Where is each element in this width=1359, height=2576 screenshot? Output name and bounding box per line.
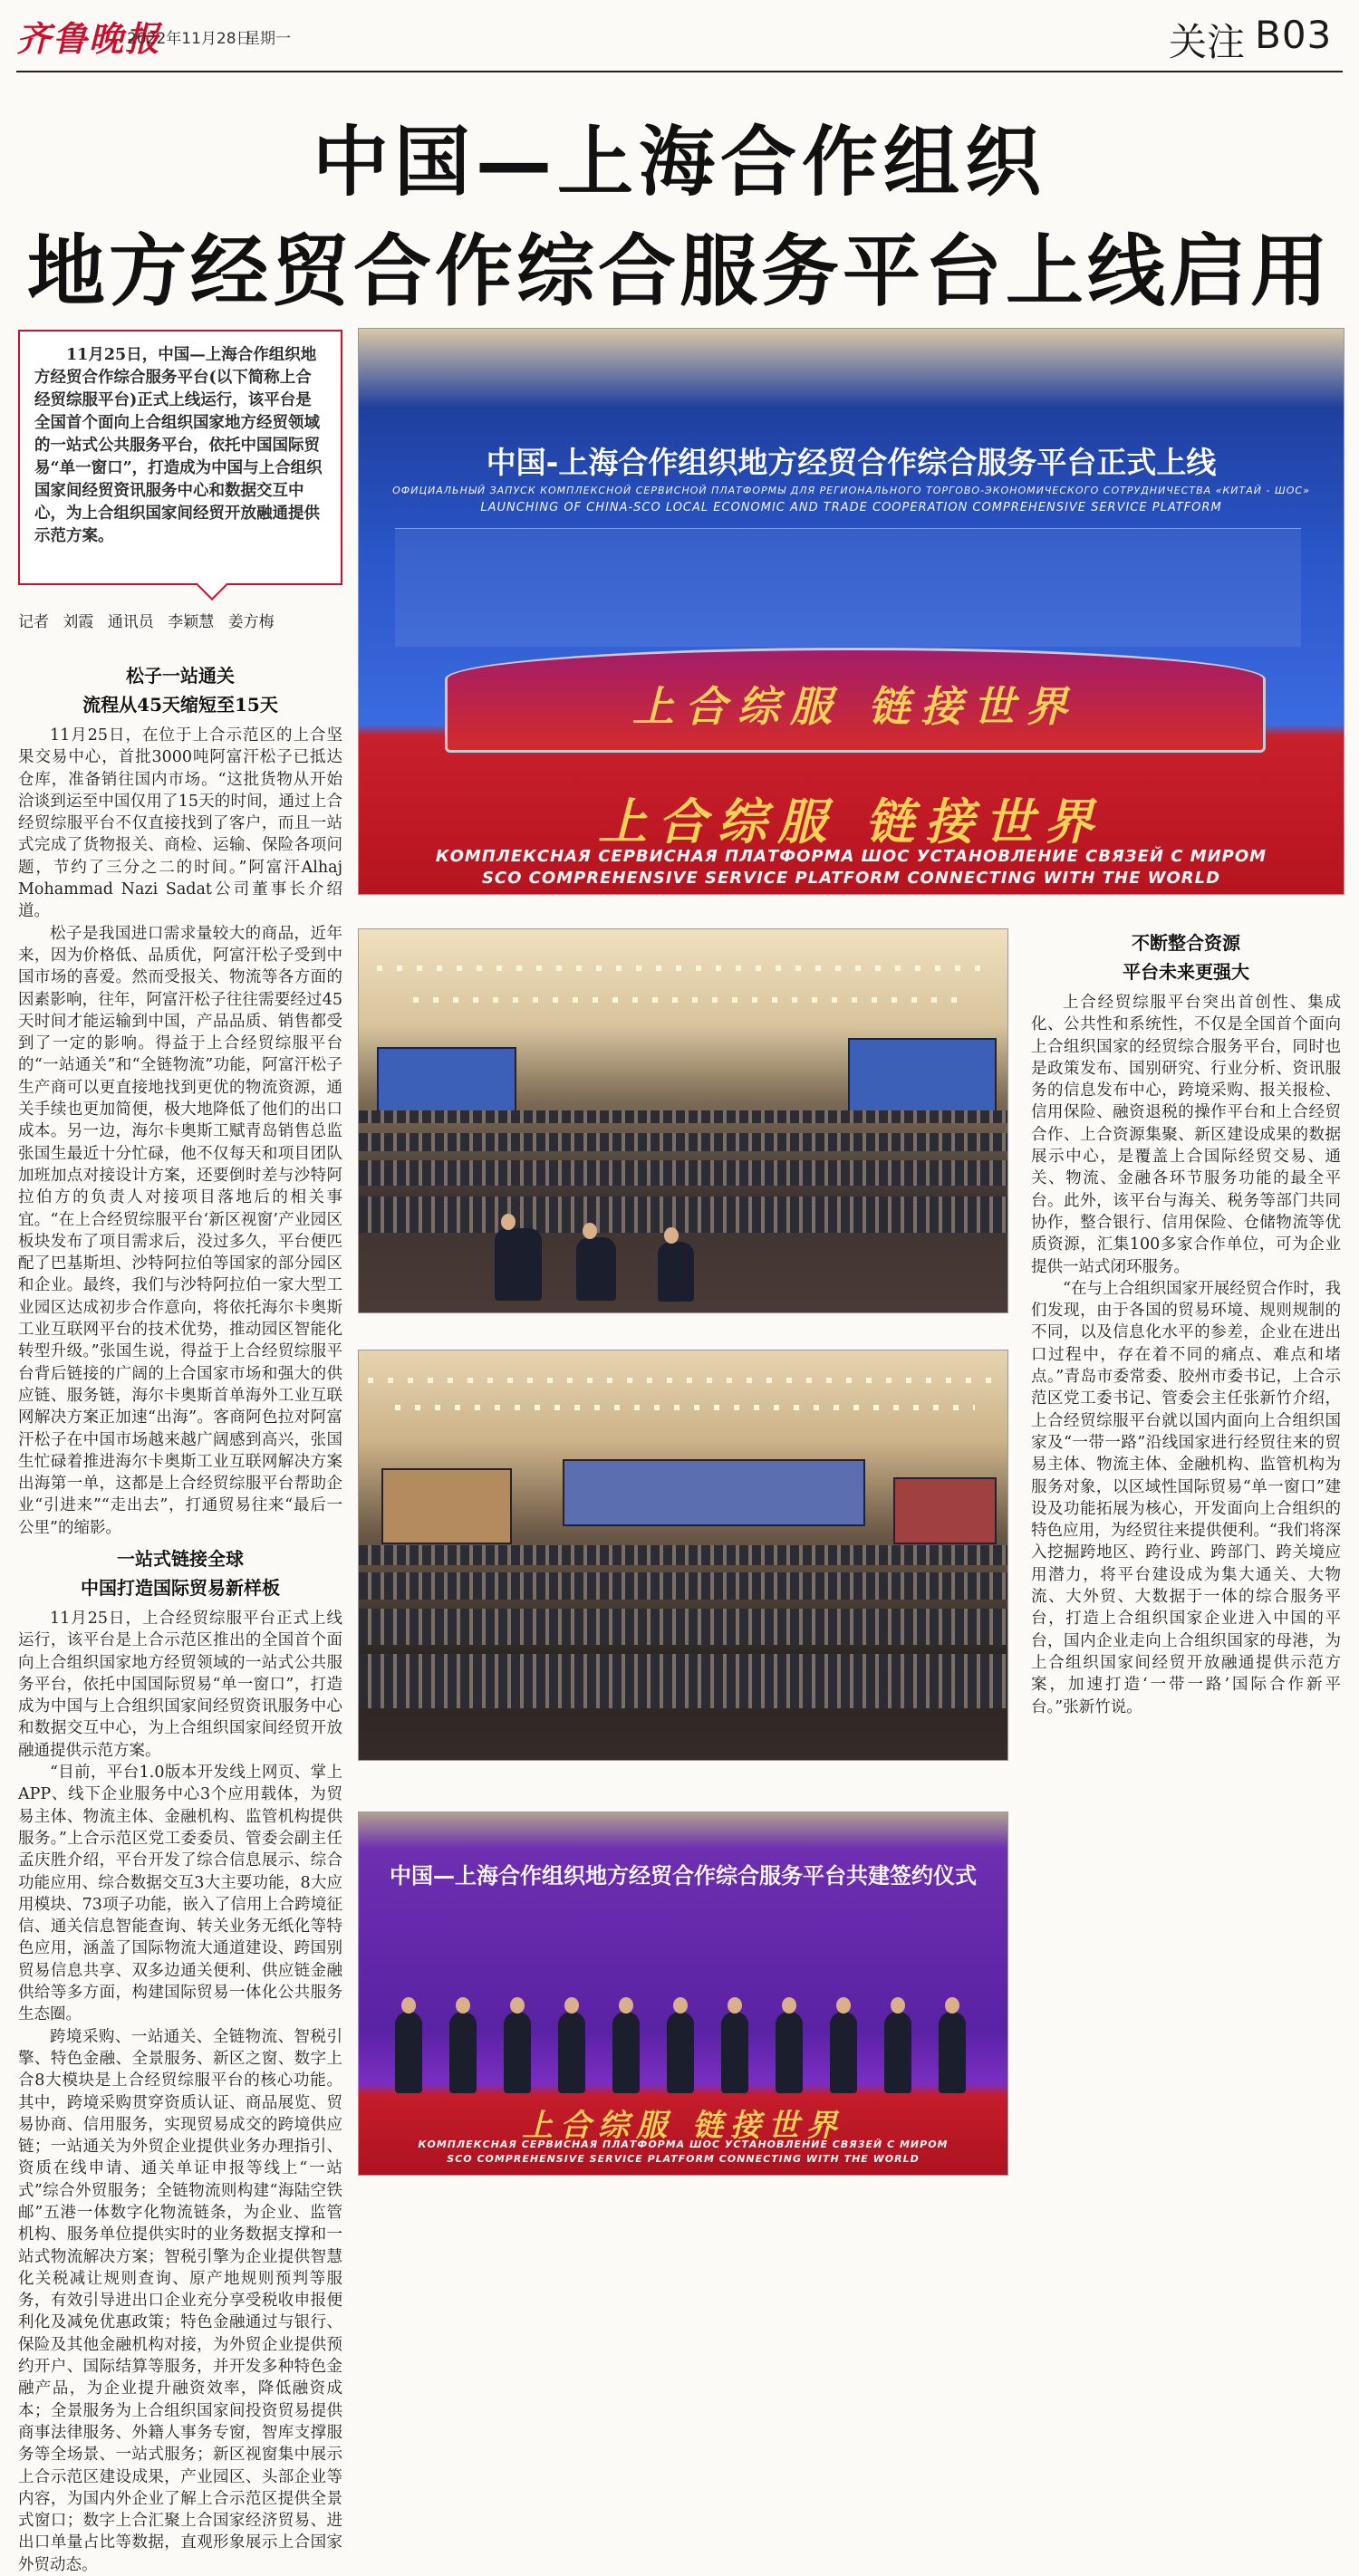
participant	[830, 2012, 857, 2093]
participant	[884, 2012, 911, 2093]
stage-bottom-slogan: 上合综服 链接世界	[598, 793, 1104, 851]
photo-launch-ceremony	[358, 328, 1345, 895]
lead-text: 11月25日，中国—上海合作组织地方经贸合作综合服务平台(以下简称上合经贸综服平台)正式上线运行，该平台是全国首个面向上合组织国家地方经贸领域的一站式公共服务平台，依托中国国际贸易“单一窗口”，打造成为中国与上合组织国家间经贸资讯服务中心和数据交互中心，为上合组织国家间经贸开放融通提供示范方案。	[34, 346, 323, 545]
issue-date: 2022年11月28日	[127, 30, 252, 48]
masthead-rule	[16, 71, 1343, 72]
front-row-attendee	[658, 1242, 694, 1302]
stage-bottom-english: SCO COMPREHENSIVE SERVICE PLATFORM CONNECTING WITH THE WORLD	[481, 869, 1221, 888]
section-3-paragraph-2: “在与上合组织国家开展经贸合作时，我们发现，由于各国的贸易环境、规则规制的不同，以及信息化水平的参差，企业在进出口过程中，存在着不同的痛点、难点和堵点。”青岛市委常委、胶州市委书记，上合示范区党工委书记、管委会主任张新竹介绍，上合经贸综服平台就以国内面向上合组织国家及“一带一路”沿线国家进行经贸往来的贸易主体、物流主体、金融机构、监管机构为服务对象，以区域性国际贸易“单一窗口”建设及功能拓展为核心，开发面向上合组织的特色应用，为经贸往来提供便利。“我们将深入挖掘跨地区、跨行业、跨部门、跨关境应用潜力，将平台建设成为集大通关、大物流、大外贸、大数据于一体的综合服务平台，打造上合组织国家企业进入中国的平台，国内企业走向上合组织国家的母港，为上合组织国家间经贸开放融通提供示范方案，加速打造‘一带一路’国际合作新平台。”张新竹说。	[1031, 1279, 1341, 1716]
byline	[18, 609, 344, 631]
audience-row	[359, 1133, 1007, 1151]
participant	[558, 2012, 585, 2093]
front-row-attendee	[576, 1237, 616, 1301]
podium-slogan: 上合综服 链接世界	[631, 682, 1078, 731]
participant	[667, 2012, 694, 2093]
byline-role-correspondent: 通讯员	[107, 613, 154, 631]
audience-row	[359, 1110, 1007, 1123]
audience-row	[359, 1160, 1007, 1186]
participant	[449, 2012, 477, 2093]
ceiling-lights-row-2	[395, 1405, 975, 1410]
stage-banner-russian: ОФИЦИАЛЬНЫЙ ЗАПУСК КОМПЛЕКСНОЙ СЕРВИСНОЙ ПЛАТФОРМЫ ДЛЯ РЕГИОНАЛЬНОГО ТОРГОВО-ЭКОНОМИЧЕСКОГО СОТРУДНИЧЕСТВА «КИТАЙ - ШОС»	[392, 485, 1310, 496]
section-2-title-1: 一站式链接全球	[117, 1547, 244, 1570]
participant	[395, 2012, 422, 2093]
side-screen-right	[893, 1477, 997, 1544]
section-1-paragraph-2: 松子是我国进口需求量较大的商品，近年来，因为价格低、品质优，阿富汗松子受到中国市场的喜爱。然而受报关、物流等各方面的因素影响，往年，阿富汗松子往往需要经过45天时间才能运输到中国，产品品质、销售都受到了一定的影响。得益于上合经贸综服平台的“一站通关”和“全链物流”功能，阿富汗松子生产商可以更直接地找到更优的物流资源，通关手续也更加简便，极大地降低了他们的出口成本。另一边，海尔卡奥斯工赋青岛销售总监张国生最近十分忙碌，他不仅每天和项目团队加班加点对接设计方案，还要倒时差与沙特阿拉伯方的负责人对接项目落地后的相关事宜。“在上合经贸综服平台‘新区视窗’产业园区板块发布了项目需求后，没过多久，平台便匹配了巴基斯坦、沙特阿拉伯等国家的部分园区和企业。最终，我们与沙特阿拉伯一家大型工业园区达成初步合作意向，将依托海尔卡奥斯工业互联网平台的技术优势，推动园区智能化转型升级。”张国生说，得益于上合经贸综服平台背后链接的广阔的上合国家市场和强大的供应链、服务链，海尔卡奥斯首单海外工业互联网解决方案正加速“出海”。客商阿色拉对阿富汗松子在中国市场越来越广阔感到高兴，张国生忙碌着推进海尔卡奥斯工业互联网解决方案出海第一单，这都是上合经贸综服平台帮助企业“引进来”“走出去”，打通贸易往来“最后一公里”的缩影。	[18, 924, 342, 1537]
photo-plenary-session	[358, 1350, 1008, 1761]
audience-row	[359, 1572, 1007, 1600]
page-number: B03	[1255, 13, 1333, 57]
audience-row	[359, 1609, 1007, 1645]
section-1-title-2: 流程从45天缩短至15天	[82, 694, 278, 716]
section-3-title-1: 不断整合资源	[1132, 932, 1240, 954]
audience-row	[359, 1197, 1007, 1233]
participants-row	[359, 1994, 1007, 2093]
photo-conference-hall	[358, 928, 1008, 1313]
section-2-paragraph-3: 跨境采购、一站通关、全链物流、智税引擎、特色金融、全景服务、新区之窗、数字上合8大模块是上合经贸综服平台的核心功能。其中，跨境采购贯穿资质认证、商品展览、贸易协商、信用服务，实现贸易成交的跨境供应链；一站通关为外贸企业提供业务办理指引、资质在线申请、通关单证申报等线上“一站式”综合外贸服务；全链物流则构建“海陆空铁邮”五港一体数字化物流链条，为企业、监管机构、服务单位提供实时的业务数据支撑和一站式物流解决方案；智税引擎为企业提供智慧化关税减让规则查询、原产地规则预判等服务，有效引导进出口企业充分享受税收申报便利化及减免优惠政策；特色金融通过与银行、保险及其他金融机构对接，为外贸企业提供预约开户、国际结算等服务，并开发多种特色金融产品，为企业提升融资效率，降低融资成本；全景服务为上合组织国家间投资贸易提供商事法律服务、外籍人事务专窗，智库支撑服务等全场景、一站式服务；新区视窗集中展示上合示范区建设成果，产业园区、头部企业等内容，为国内外企业了解上合示范区提供全景式窗口；数字上合汇聚上合国家经济贸易、进出口单量占比等数据，直观形象展示上合国家外贸动态。	[18, 2027, 342, 2574]
byline-name-1: 刘霞	[63, 613, 94, 631]
headline-line-1: 中国—上海合作组织	[312, 118, 1046, 207]
side-screen-right	[848, 1038, 997, 1119]
signing-slogan: 上合综服 链接世界	[522, 2108, 844, 2144]
ceiling-lights-row-2	[413, 997, 957, 1003]
headline-line-2: 地方经贸合作综合服务平台上线启用	[27, 226, 1332, 317]
byline-role-reporter: 记者	[18, 613, 49, 631]
signing-bottom-russian: КОМПЛЕКСНАЯ СЕРВИСНАЯ ПЛАТФОРМА ШОС УСТАНОВЛЕНИЕ СВЯЗЕЙ С МИРОМ	[418, 2139, 949, 2150]
signing-bottom-english: SCO COMPREHENSIVE SERVICE PLATFORM CONNECTING WITH THE WORLD	[447, 2153, 920, 2165]
front-row-attendee	[495, 1228, 542, 1301]
section-1-paragraph-1: 11月25日，在位于上合示范区的上合坚果交易中心，首批3000吨阿富汗松子已抵达仓库，准备销往国内市场。“这批货物从开始洽谈到运至中国仅用了15天的时间，通过上合经贸综服平台不仅直接找到了客户，而且一站式完成了货物报关、商检、运输、保险各项问题，节约了三分之二的时间。”阿富汗Alhaj Mohammad Nazi Sadat公司董事长介绍道。	[18, 726, 342, 921]
section-2-paragraph-1: 11月25日，上合经贸综服平台正式上线运行，该平台是上合示范区推出的全国首个面向上合组织国家地方经贸领域的一站式公共服务平台，依托中国国际贸易“单一窗口”，打造成为中国与上合组织国家间经贸资讯服务中心和数据交互中心，为上合组织国家间经贸开放融通提供示范方案。	[18, 1609, 342, 1760]
participant	[721, 2012, 748, 2093]
stage-bottom-russian: КОМПЛЕКСНАЯ СЕРВИСНАЯ ПЛАТФОРМА ШОС УСТАНОВЛЕНИЕ СВЯЗЕЙ С МИРОМ	[435, 847, 1267, 866]
section-3-title-2: 平台未来更强大	[1123, 961, 1249, 983]
section-1-title-1: 松子一站通关	[126, 665, 235, 687]
participant	[504, 2012, 531, 2093]
ceiling-lights	[368, 1378, 998, 1383]
byline-name-2: 李颖慧	[168, 613, 215, 631]
section-2-title-2: 中国打造国际贸易新样板	[81, 1576, 280, 1599]
signing-banner-title: 中国—上海合作组织地方经贸合作综合服务平台共建签约仪式	[390, 1863, 977, 1889]
main-stage-screen	[563, 1459, 865, 1526]
photo-signing-ceremony	[358, 1812, 1008, 2176]
lead-box	[18, 330, 342, 585]
audience-row	[359, 1654, 1007, 1708]
participant	[612, 2012, 640, 2093]
section-3-paragraph-1: 上合经贸综服平台突出首创性、集成化、公共性和系统性，不仅是全国首个面向上合组织国家的经贸综合服务平台，同时也是政策发布、国别研究、行业分析、资讯服务的信息发布中心，跨境采购、报关报检、信用保险、融资退税的操作平台和上合经贸合作、上合资源集聚、新区建设成果的数据展示中心，是覆盖上合国际经贸交易、通关、物流、金融各环节服务功能的最全平台。此外，该平台与海关、税务等部门共同协作，整合银行、信用保险、仓储物流等优质资源，汇集100多家合作单位，可为企业提供一站式闭环服务。	[1031, 994, 1341, 1276]
ceiling-lights	[377, 966, 993, 971]
article-column-right	[1031, 928, 1341, 1718]
speaker-screen	[381, 1468, 512, 1544]
issue-weekday: 星期一	[245, 30, 291, 48]
section-name: 关注	[1169, 20, 1246, 64]
podium-screen	[445, 648, 1266, 753]
audience-row	[359, 1545, 1007, 1565]
itinerary-board	[395, 528, 1301, 647]
masthead	[0, 0, 1359, 74]
participant	[776, 2012, 803, 2093]
newspaper-logo: 齐鲁晚报	[16, 18, 162, 59]
section-2-paragraph-2: “目前，平台1.0版本开发线上网页、掌上APP、线下企业服务中心3个应用载体，为贸易主体、物流主体、金融机构、监管机构提供服务。”上合示范区党工委委员、管委会副主任孟庆胜介绍，平台开发了综合信息展示、综合功能应用、综合数据交互3大主要功能，8大应用模块、73项子功能，嵌入了信用上合跨境征信、通关信息智能查询、转关业务无纸化等特色应用，涵盖了国际物流大通道建设、跨国别贸易信息共享、双多边通关便利、供应链金融供给等多方面，构建国际贸易一体化公共服务生态圈。	[18, 1764, 342, 2024]
stage-banner-title: 中国-上海合作组织地方经贸合作综合服务平台正式上线	[486, 445, 1217, 480]
stage-banner-english: LAUNCHING OF CHINA-SCO LOCAL ECONOMIC AND TRADE COOPERATION COMPREHENSIVE SERVICE PLATFORM	[480, 501, 1222, 514]
participant	[939, 2012, 966, 2093]
article-column-left	[18, 661, 342, 2574]
byline-name-3: 姜方梅	[227, 613, 275, 631]
